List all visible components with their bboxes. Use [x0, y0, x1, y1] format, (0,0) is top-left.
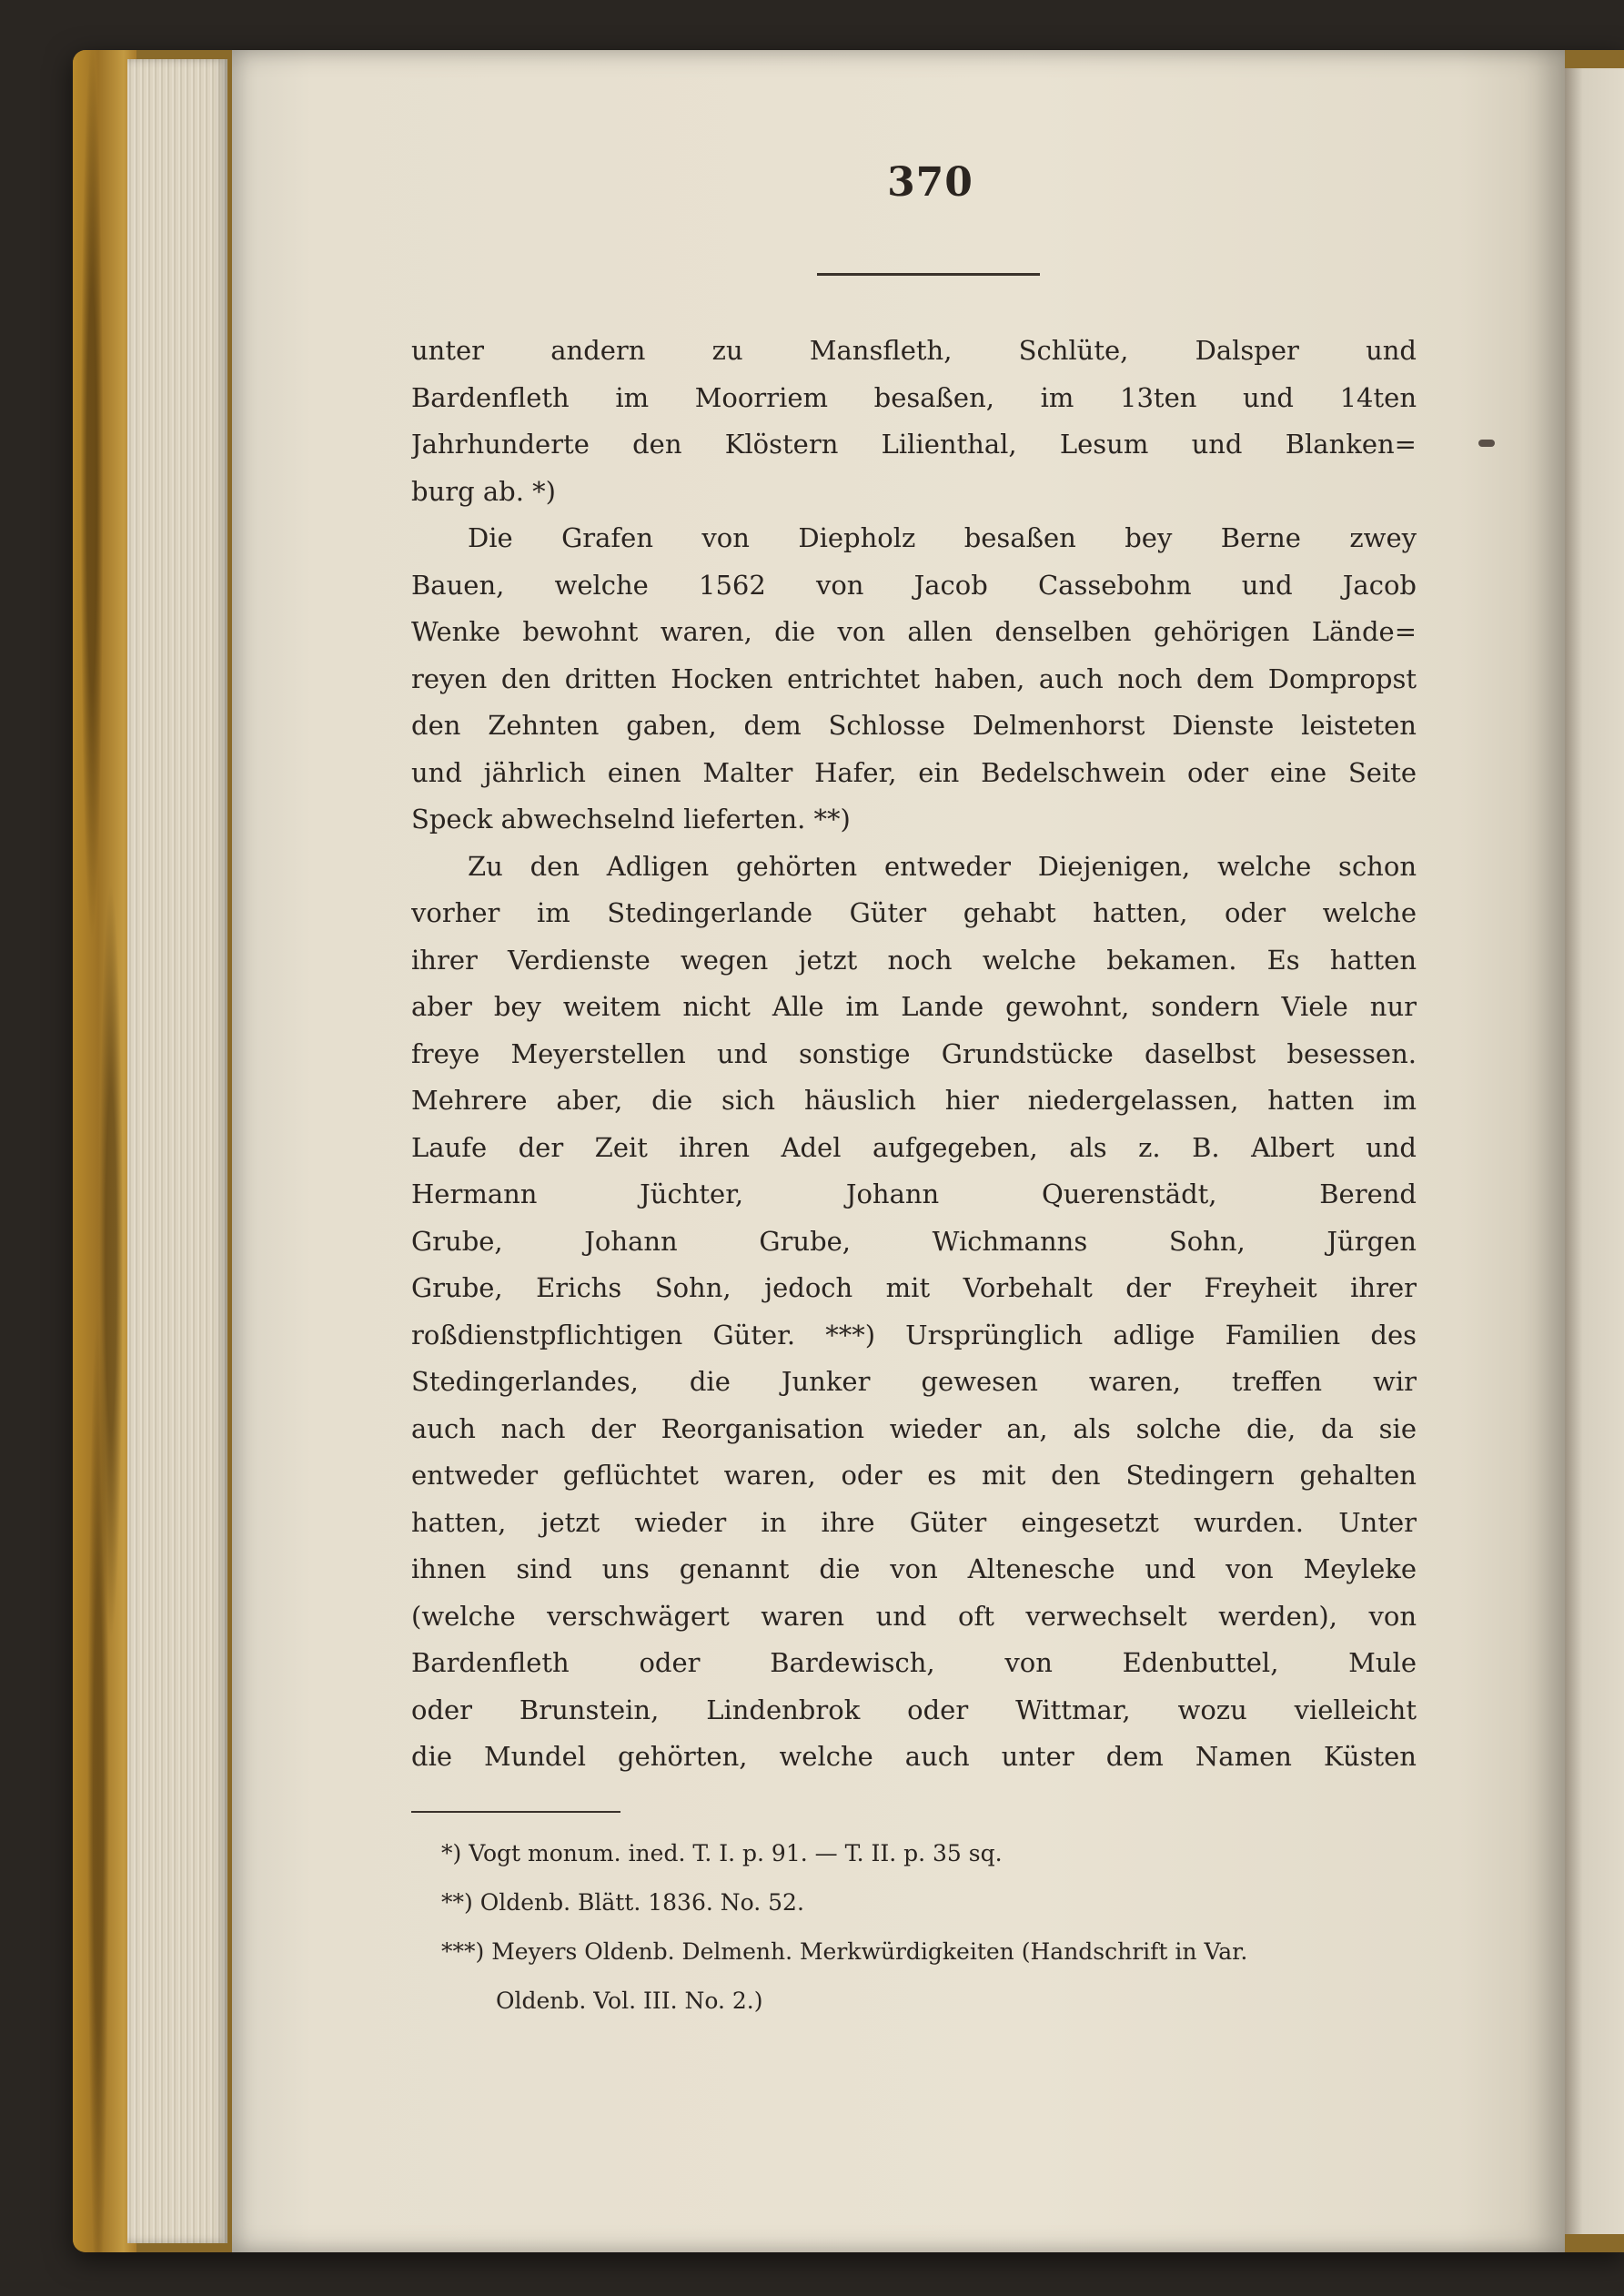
text-line: ihrer Verdienste wegen jetzt noch welche bekamen. Es hatten [411, 944, 1417, 976]
footnote: ***) Meyers Oldenb. Delmenh. Merkwürdigkeiten (Handschrift in Var. [441, 1938, 1248, 1965]
text-line: Grube, Johann Grube, Wichmanns Sohn, Jürgen [411, 1225, 1417, 1257]
text-line: Laufe der Zeit ihren Adel aufgegeben, als z. B. Albert und [411, 1131, 1417, 1163]
text-line: Zu den Adligen gehörten entweder Diejenigen, welche schon [468, 850, 1417, 882]
text-line: Die Grafen von Diepholz besaßen bey Berne zwey [468, 522, 1417, 553]
text-line: Bauen, welche 1562 von Jacob Cassebohm und Jacob [411, 569, 1417, 601]
text-line: aber bey weitem nicht Alle im Lande gewohnt, sondern Viele nur [411, 991, 1417, 1022]
page-stack-edge [127, 59, 227, 2243]
text-line: die Mundel gehörten, welche auch unter dem Namen Küsten [411, 1741, 1417, 1772]
margin-mark [1478, 440, 1495, 447]
footnotes [441, 1829, 1424, 2026]
text-line: hatten, jetzt wieder in ihre Güter eingesetzt wurden. Unter [411, 1506, 1417, 1538]
body-text [411, 328, 1417, 1781]
text-line: entweder geflüchtet waren, oder es mit den Stedingern gehalten [411, 1460, 1417, 1491]
facing-page-edge [1565, 68, 1624, 2234]
text-line: Grube, Erichs Sohn, jedoch mit Vorbehalt der Freyheit ihrer [411, 1272, 1417, 1303]
text-line: oder Brunstein, Lindenbrok oder Wittmar, wozu vielleicht [411, 1694, 1417, 1725]
page-number-rule [817, 273, 1040, 276]
footnote: **) Oldenb. Blätt. 1836. No. 52. [441, 1889, 804, 1916]
text-line: Hermann Jüchter, Johann Querenstädt, Berend [411, 1178, 1417, 1209]
text-line: Speck abwechselnd lieferten. **) [411, 804, 851, 834]
text-line: (welche verschwägert waren und oft verwechselt werden), von [411, 1600, 1417, 1632]
text-line: freye Meyerstellen und sonstige Grundstücke daselbst besessen. [411, 1037, 1417, 1069]
footnote: *) Vogt monum. ined. T. I. p. 91. — T. II. p. 35 sq. [441, 1840, 1003, 1866]
text-line: unter andern zu Mansfleth, Schlüte, Dalsper und [411, 335, 1417, 366]
text-line: Bardenfleth im Moorriem besaßen, im 13ten und 14ten [411, 381, 1417, 413]
text-line: auch nach der Reorganisation wieder an, als solche die, da sie [411, 1412, 1417, 1444]
text-line: Jahrhunderte den Klöstern Lilienthal, Lesum und Blanken= [411, 429, 1417, 460]
text-line: Bardenfleth oder Bardewisch, von Edenbuttel, Mule [411, 1647, 1417, 1678]
text-line: burg ab. *) [411, 475, 556, 507]
footnote-rule [411, 1811, 620, 1813]
text-line: vorher im Stedingerlande Güter gehabt hatten, oder welche [411, 897, 1417, 928]
page-number: 370 [887, 159, 973, 206]
text-line: ihnen sind uns genannt die von Altenesche und von Meyleke [411, 1553, 1417, 1584]
text-line: roßdienstpflichtigen Güter. ***) Ursprünglich adlige Familien des [411, 1319, 1417, 1350]
text-line: Wenke bewohnt waren, die von allen denselben gehörigen Lände= [411, 616, 1417, 647]
text-line: und jährlich einen Malter Hafer, ein Bedelschwein oder eine Seite [411, 756, 1417, 788]
text-line: Mehrere aber, die sich häuslich hier niedergelassen, hatten im [411, 1085, 1417, 1116]
footnote-continuation: Oldenb. Vol. III. No. 2.) [496, 1988, 763, 2014]
text-line: Stedingerlandes, die Junker gewesen waren, treffen wir [411, 1366, 1417, 1397]
text-line: reyen den dritten Hocken entrichtet haben, auch noch dem Dompropst [411, 663, 1417, 694]
text-line: den Zehnten gaben, dem Schlosse Delmenhorst Dienste leisteten [411, 710, 1417, 741]
